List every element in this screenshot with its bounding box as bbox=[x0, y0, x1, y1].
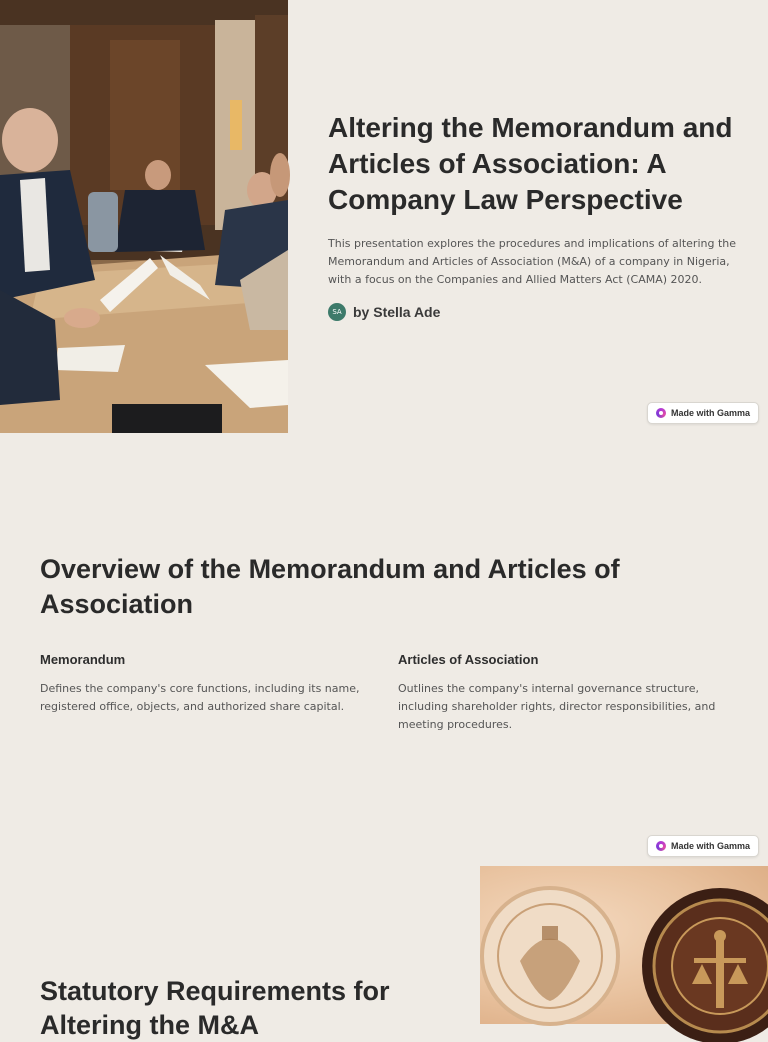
memorandum-column bbox=[40, 652, 370, 716]
author-name: by Stella Ade bbox=[353, 304, 441, 320]
presentation-description: This presentation explores the procedures and implications of altering the Memorandum and Articles of Association (M&A) of a company in Nigeria, with a focus on the Companies and Allied Matters Act (CAMA) 2020. bbox=[328, 237, 737, 286]
title-slide bbox=[0, 0, 768, 433]
made-with-gamma-badge[interactable] bbox=[647, 402, 759, 424]
memorandum-heading: Memorandum bbox=[40, 652, 126, 667]
articles-heading: Articles of Association bbox=[398, 652, 539, 667]
boardroom-meeting-image bbox=[0, 0, 288, 433]
gamma-logo-icon bbox=[656, 841, 666, 851]
gamma-logo-icon bbox=[656, 408, 666, 418]
badge-label: Made with Gamma bbox=[671, 408, 751, 418]
memorandum-text: Defines the company's core functions, including its name, registered office, objects, and authorized share capital. bbox=[40, 682, 360, 713]
author-byline bbox=[328, 303, 440, 321]
official-seals-image bbox=[480, 866, 768, 1024]
articles-column bbox=[398, 652, 728, 734]
author-avatar: SA bbox=[328, 303, 346, 321]
statutory-title: Statutory Requirements for Altering the M&A bbox=[40, 976, 390, 1040]
overview-title: Overview of the Memorandum and Articles of Association bbox=[40, 554, 620, 619]
made-with-gamma-badge[interactable] bbox=[647, 835, 759, 857]
badge-label: Made with Gamma bbox=[671, 841, 751, 851]
articles-text: Outlines the company's internal governance structure, including shareholder rights, director responsibilities, and meeting procedures. bbox=[398, 682, 716, 731]
presentation-title: Altering the Memorandum and Articles of Association: A Company Law Perspective bbox=[328, 112, 733, 215]
